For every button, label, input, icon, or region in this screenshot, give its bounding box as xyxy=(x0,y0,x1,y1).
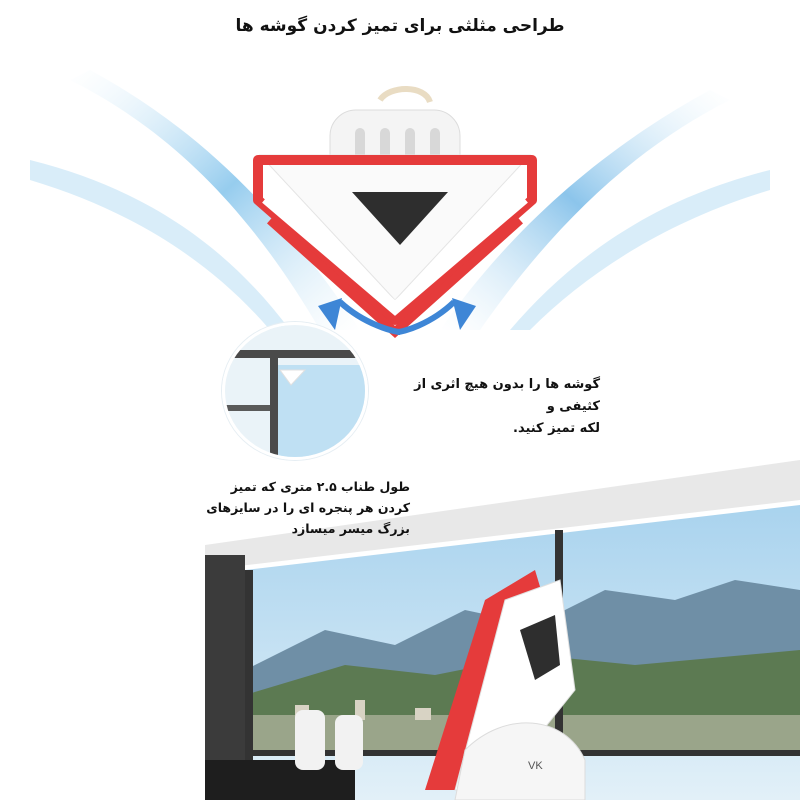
rope-length-caption xyxy=(170,476,410,539)
triangle-cleaner-image xyxy=(230,70,560,340)
caption-line: بزرگ میسر میسازد xyxy=(291,521,410,536)
section-title: طراحی مثلثی برای تمیز کردن گوشه ها xyxy=(235,16,565,36)
caption-line: کردن هر پنجره ای را در سایزهای xyxy=(206,500,410,515)
corner-cleaning-caption xyxy=(380,374,600,440)
caption-line: لکه تمیز کنید. xyxy=(513,421,600,436)
caption-line: گوشه ها را بدون هیچ اثری از کثیفی و xyxy=(414,377,600,414)
brand-mark: VK xyxy=(528,760,543,772)
window-corner-inset xyxy=(222,322,368,460)
caption-line: طول طناب ۲.۵ متری که تمیز xyxy=(230,479,410,494)
